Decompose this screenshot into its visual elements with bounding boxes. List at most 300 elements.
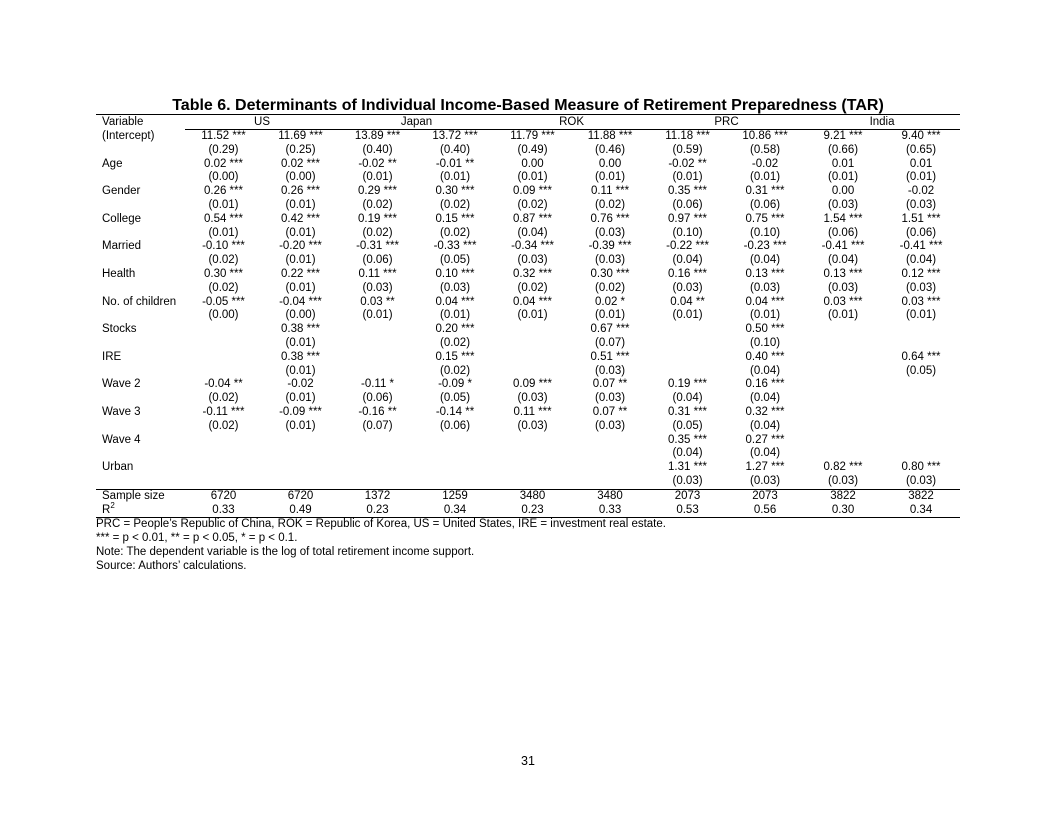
variable-label: Age [102, 157, 123, 170]
std-error-cell: (0.02) [595, 281, 626, 294]
estimate-cell: 11.18 *** [665, 130, 710, 142]
stat-value-cell: 2073 [752, 489, 778, 502]
variable-label: Health [102, 267, 136, 280]
std-error-cell [494, 475, 571, 489]
std-error-cell: (0.10) [672, 226, 703, 239]
estimate-cell [571, 461, 649, 475]
std-error-cell [339, 475, 416, 489]
estimate-cell [185, 351, 262, 365]
std-error-cell: (0.49) [517, 143, 548, 156]
std-error-cell: (0.02) [208, 392, 239, 405]
std-error-cell: (0.02) [439, 198, 471, 211]
std-error-cell: (0.04) [750, 392, 781, 405]
estimate-cell: 0.01 [831, 157, 855, 170]
std-error-cell: (0.03) [750, 474, 781, 487]
table-row-std-errors [96, 447, 960, 461]
estimate-cell: 0.03 ** [360, 295, 395, 308]
estimate-cell: 0.31 *** [668, 405, 708, 418]
table-row-std-errors [96, 144, 960, 158]
std-error-cell: (0.03) [828, 198, 859, 211]
std-error-cell: (0.10) [750, 336, 781, 349]
estimate-cell: -0.05 *** [202, 295, 245, 308]
estimate-cell: -0.39 *** [588, 240, 632, 253]
stat-value-cell: 1372 [364, 489, 391, 502]
estimate-cell: 0.07 ** [592, 405, 628, 418]
stat-value-cell: 6720 [287, 489, 314, 502]
estimate-cell: 0.00 [598, 157, 622, 170]
std-error-cell: (0.03) [906, 198, 937, 211]
std-error-cell: (0.03) [517, 254, 548, 267]
variable-label: Urban [102, 461, 134, 474]
std-error-cell: (0.03) [906, 281, 937, 294]
group-header-rok: ROK [494, 115, 649, 130]
std-error-cell: (0.06) [362, 254, 393, 267]
estimate-cell: 0.38 *** [281, 323, 321, 336]
std-error-cell [416, 447, 494, 461]
std-error-cell: (0.01) [208, 226, 239, 239]
variable-label: Married [102, 240, 141, 253]
std-error-cell: (0.01) [595, 309, 626, 322]
std-error-cell [882, 420, 960, 434]
table-row-estimates [96, 240, 960, 254]
group-header-prc: PRC [649, 115, 804, 130]
table-row-estimates [96, 185, 960, 199]
stat-label [96, 500, 185, 518]
estimate-cell: 9.40 *** [901, 130, 941, 142]
table-row-stat [96, 489, 960, 503]
estimate-cell: 0.13 *** [823, 267, 863, 280]
std-error-cell: (0.07) [595, 336, 626, 349]
estimate-cell: 0.76 *** [590, 212, 630, 225]
variable-label-empty [96, 392, 185, 406]
estimate-cell: 0.02 *** [281, 157, 321, 170]
std-error-cell: (0.04) [828, 254, 859, 267]
std-error-cell: (0.00) [208, 171, 239, 184]
std-error-cell: (0.01) [517, 309, 548, 322]
std-error-cell: (0.05) [439, 392, 471, 405]
estimate-cell [882, 434, 960, 448]
std-error-cell: (0.02) [362, 226, 393, 239]
estimate-cell [649, 351, 726, 365]
variable-label-empty [96, 447, 185, 461]
std-error-cell: (0.02) [208, 281, 239, 294]
std-error-cell: (0.01) [828, 171, 859, 184]
estimate-cell: 1.51 *** [901, 212, 941, 225]
variable-label-empty [96, 254, 185, 268]
stat-value-cell: 0.30 [831, 503, 855, 516]
std-error-cell: (0.01) [517, 171, 548, 184]
estimate-cell [339, 323, 416, 337]
estimate-cell: -0.41 *** [821, 240, 865, 253]
std-error-cell: (0.04) [750, 364, 781, 377]
table-row-std-errors [96, 171, 960, 185]
std-error-cell: (0.03) [595, 226, 626, 239]
estimate-cell [649, 323, 726, 337]
estimate-cell: 0.64 *** [901, 350, 941, 363]
estimate-cell [804, 378, 882, 392]
std-error-cell [262, 475, 339, 489]
std-error-cell: (0.01) [285, 281, 316, 294]
std-error-cell: (0.01) [285, 392, 316, 405]
table-row-std-errors [96, 420, 960, 434]
stat-value-cell: 3822 [830, 489, 856, 502]
estimate-cell: 0.15 *** [435, 212, 475, 225]
stat-value-cell: 1259 [442, 489, 468, 502]
estimate-cell: 0.00 [521, 157, 544, 170]
std-error-cell: (0.03) [906, 474, 937, 487]
variable-label: IRE [102, 350, 122, 363]
estimate-cell [416, 461, 494, 475]
std-error-cell [649, 337, 726, 351]
estimate-cell: 9.21 *** [823, 130, 863, 142]
variable-label-empty [96, 144, 185, 158]
estimate-cell: 0.32 *** [513, 267, 553, 280]
std-error-cell [416, 475, 494, 489]
variable-label: (Intercept) [102, 129, 155, 142]
estimate-cell: 0.30 *** [435, 185, 475, 198]
estimate-cell: 0.42 *** [281, 212, 321, 225]
std-error-cell: (0.01) [750, 171, 781, 184]
std-error-cell: (0.05) [672, 419, 703, 432]
estimate-cell [262, 434, 339, 448]
std-error-cell: (0.01) [285, 336, 316, 349]
std-error-cell: (0.01) [285, 419, 316, 432]
std-error-cell: (0.01) [362, 309, 393, 322]
estimate-cell: 0.51 *** [590, 350, 630, 363]
estimate-cell: 0.87 *** [513, 212, 553, 225]
std-error-cell [882, 337, 960, 351]
std-error-cell: (0.03) [362, 281, 393, 294]
estimate-cell: -0.02 ** [668, 157, 707, 170]
std-error-cell: (0.40) [362, 143, 393, 156]
table-row-std-errors [96, 365, 960, 379]
table-row-estimates [96, 268, 960, 282]
stat-value-cell: 0.23 [521, 503, 544, 516]
variable-label-empty [96, 282, 185, 296]
std-error-cell: (0.01) [285, 226, 316, 239]
std-error-cell: (0.04) [672, 392, 703, 405]
estimate-cell: 0.11 *** [590, 185, 630, 198]
std-error-cell [804, 420, 882, 434]
table-row-stat [96, 504, 960, 518]
variable-label-empty [96, 475, 185, 489]
variable-label: Gender [102, 185, 141, 198]
group-header-india: India [804, 115, 960, 130]
estimate-cell: 0.30 *** [590, 267, 630, 280]
estimate-cell: 0.15 *** [435, 350, 475, 363]
note-dependent-variable: Note: The dependent variable is the log of total retirement income support. [96, 546, 475, 558]
estimate-cell: 0.82 *** [823, 461, 863, 474]
estimate-cell: 13.89 *** [354, 130, 401, 142]
std-error-cell: (0.65) [906, 143, 937, 156]
estimate-cell [804, 406, 882, 420]
estimate-cell: 0.29 *** [358, 185, 398, 198]
estimate-cell [185, 323, 262, 337]
table-row-estimates [96, 296, 960, 310]
std-error-cell: (0.03) [517, 419, 548, 432]
std-error-cell: (0.07) [362, 419, 393, 432]
estimate-cell: -0.02 [751, 157, 779, 170]
estimate-cell: 0.97 *** [668, 212, 708, 225]
estimate-cell: -0.04 ** [204, 378, 243, 391]
stat-value-cell: 0.56 [753, 503, 777, 516]
estimate-cell: 0.04 ** [670, 295, 705, 308]
std-error-cell [882, 392, 960, 406]
std-error-cell: (0.29) [208, 143, 239, 156]
estimate-cell [185, 461, 262, 475]
estimate-cell: 0.26 *** [203, 185, 243, 198]
estimate-cell: 0.04 *** [745, 295, 785, 308]
table-row-std-errors [96, 254, 960, 268]
std-error-cell [185, 337, 262, 351]
std-error-cell: (0.01) [750, 309, 781, 322]
estimate-cell: 0.07 ** [592, 378, 628, 391]
std-error-cell: (0.02) [362, 198, 393, 211]
estimate-cell: 0.26 *** [281, 185, 321, 198]
std-error-cell: (0.03) [439, 281, 471, 294]
note-abbreviations: PRC = People’s Republic of China, ROK = Republic of Korea, US = United States, IRE = investment real estate. [96, 518, 666, 530]
stat-value-cell: 3480 [597, 489, 623, 502]
estimate-cell: -0.02 [287, 378, 314, 391]
estimate-cell: 0.00 [831, 185, 855, 198]
std-error-cell: (0.03) [828, 281, 859, 294]
estimate-cell: 0.19 *** [668, 378, 708, 391]
std-error-cell: (0.03) [828, 474, 859, 487]
estimate-cell [882, 378, 960, 392]
estimate-cell: 0.54 *** [203, 212, 243, 225]
std-error-cell: (0.04) [750, 419, 781, 432]
std-error-cell: (0.04) [750, 254, 781, 267]
std-error-cell [571, 475, 649, 489]
std-error-cell: (0.04) [517, 226, 548, 239]
group-header-japan: Japan [339, 115, 494, 130]
regression-table [96, 114, 960, 518]
variable-label: No. of children [102, 295, 177, 308]
stat-value-cell: 2073 [674, 489, 701, 502]
estimate-cell: 0.38 *** [281, 350, 321, 363]
std-error-cell [185, 365, 262, 379]
std-error-cell: (0.01) [285, 364, 316, 377]
estimate-cell: 0.02 * [594, 295, 626, 308]
std-error-cell: (0.06) [439, 419, 471, 432]
std-error-cell: (0.03) [595, 392, 626, 405]
std-error-cell: (0.02) [208, 254, 239, 267]
estimate-cell: -0.23 *** [743, 240, 787, 253]
std-error-cell [494, 447, 571, 461]
std-error-cell [804, 447, 882, 461]
estimate-cell: 0.50 *** [745, 323, 785, 336]
std-error-cell: (0.03) [595, 419, 626, 432]
std-error-cell [185, 475, 262, 489]
std-error-cell [494, 365, 571, 379]
stat-label-text: R [102, 503, 111, 516]
estimate-cell: 0.35 *** [668, 185, 708, 198]
std-error-cell: (0.03) [595, 254, 626, 267]
estimate-cell: 0.11 *** [513, 405, 552, 418]
variable-label-empty [96, 199, 185, 213]
note-significance: *** = p < 0.01, ** = p < 0.05, * = p < 0.1. [96, 532, 298, 544]
std-error-cell: (0.01) [285, 254, 316, 267]
std-error-cell: (0.01) [439, 309, 471, 322]
estimate-cell: 1.54 *** [823, 212, 863, 225]
stat-value-cell: 0.53 [676, 503, 699, 516]
std-error-cell: (0.06) [828, 226, 859, 239]
estimate-cell [882, 406, 960, 420]
std-error-cell: (0.01) [208, 198, 239, 211]
estimate-cell: 1.31 *** [668, 461, 708, 474]
table-row-std-errors [96, 475, 960, 489]
std-error-cell [339, 447, 416, 461]
std-error-cell: (0.00) [285, 171, 316, 184]
std-error-cell: (0.04) [672, 447, 703, 460]
estimate-cell: 0.04 *** [435, 295, 475, 308]
estimate-cell [494, 461, 571, 475]
stat-value-cell: 3480 [519, 489, 546, 502]
estimate-cell: 0.09 *** [513, 378, 553, 391]
std-error-cell [804, 392, 882, 406]
table-row-estimates [96, 378, 960, 392]
estimate-cell: 0.03 *** [823, 295, 863, 308]
note-source: Source: Authors’ calculations. [96, 560, 247, 572]
estimate-cell [882, 323, 960, 337]
estimate-cell [494, 351, 571, 365]
estimate-cell [804, 323, 882, 337]
estimate-cell: 0.13 *** [745, 267, 785, 280]
table-notes [96, 517, 996, 573]
std-error-cell: (0.05) [439, 254, 471, 267]
std-error-cell: (0.03) [672, 474, 703, 487]
stat-value-cell: 0.23 [366, 503, 389, 516]
estimate-cell: 0.12 *** [901, 267, 941, 280]
stat-value-cell: 0.33 [212, 503, 235, 516]
std-error-cell: (0.01) [595, 171, 626, 184]
estimate-cell: -0.33 *** [433, 240, 477, 253]
std-error-cell: (0.02) [208, 419, 239, 432]
variable-label-empty [96, 337, 185, 351]
estimate-cell: 0.75 *** [745, 212, 785, 225]
std-error-cell: (0.02) [439, 336, 471, 349]
std-error-cell: (0.58) [750, 143, 781, 156]
estimate-cell: -0.11 * [361, 378, 395, 391]
estimate-cell: 10.86 *** [742, 130, 788, 142]
estimate-cell [262, 461, 339, 475]
estimate-cell [339, 461, 416, 475]
std-error-cell: (0.00) [285, 309, 316, 322]
variable-label: Wave 4 [102, 433, 141, 446]
stat-value-cell: 3822 [908, 489, 934, 502]
std-error-cell: (0.02) [517, 198, 548, 211]
variable-label-empty [96, 309, 185, 323]
std-error-cell: (0.01) [828, 309, 859, 322]
stat-label-superscript: 2 [110, 500, 115, 510]
estimate-cell: -0.01 ** [435, 157, 475, 170]
std-error-cell [339, 365, 416, 379]
variable-column-header: Variable [102, 116, 144, 129]
std-error-cell: (0.02) [595, 198, 626, 211]
variable-label: Stocks [102, 323, 137, 336]
table-row-std-errors [96, 392, 960, 406]
table-row-std-errors [96, 309, 960, 323]
std-error-cell [804, 365, 882, 379]
variable-label-empty [96, 420, 185, 434]
estimate-cell: 11.88 *** [587, 130, 633, 142]
variable-label: Wave 3 [102, 405, 141, 418]
table-row-std-errors [96, 337, 960, 351]
estimate-cell [804, 351, 882, 365]
estimate-cell: 0.16 *** [745, 378, 785, 391]
table-row-estimates [96, 351, 960, 365]
std-error-cell: (0.04) [750, 447, 781, 460]
std-error-cell: (0.06) [750, 198, 781, 211]
estimate-cell: -0.41 *** [899, 240, 943, 253]
estimate-cell: -0.14 ** [435, 405, 475, 418]
estimate-cell: 11.69 *** [278, 130, 323, 142]
std-error-cell: (0.02) [439, 226, 471, 239]
estimate-cell: 0.02 *** [203, 157, 243, 170]
std-error-cell: (0.06) [906, 226, 937, 239]
std-error-cell: (0.01) [285, 198, 316, 211]
variable-label-empty [96, 171, 185, 185]
estimate-cell: 0.31 *** [745, 185, 785, 198]
estimate-cell: 0.01 [909, 157, 933, 170]
table-row-estimates [96, 158, 960, 172]
estimate-cell: -0.10 *** [202, 240, 245, 253]
estimate-cell: -0.09 * [438, 378, 472, 391]
estimate-cell: -0.02 [907, 185, 935, 198]
stat-value-cell: 0.34 [443, 503, 467, 516]
table-row-std-errors [96, 227, 960, 241]
std-error-cell: (0.59) [672, 143, 703, 156]
table-row-estimates [96, 323, 960, 337]
std-error-cell: (0.02) [439, 364, 471, 377]
estimate-cell: 0.35 *** [668, 433, 708, 446]
table-row-estimates [96, 406, 960, 420]
page-number: 31 [521, 754, 535, 768]
stat-value-cell: 0.34 [909, 503, 933, 516]
std-error-cell: (0.01) [672, 309, 703, 322]
estimate-cell [494, 434, 571, 448]
estimate-cell: 0.16 *** [668, 267, 708, 280]
table-row-std-errors [96, 282, 960, 296]
estimate-cell [494, 323, 571, 337]
estimate-cell: 0.10 *** [435, 267, 475, 280]
estimate-cell [571, 434, 649, 448]
estimate-cell: -0.11 *** [202, 405, 245, 418]
std-error-cell: (0.01) [362, 171, 393, 184]
std-error-cell [494, 337, 571, 351]
estimate-cell: 1.27 *** [745, 461, 785, 474]
std-error-cell: (0.06) [672, 198, 703, 211]
stat-value-cell: 6720 [210, 489, 237, 502]
group-header-us: US [185, 115, 339, 130]
estimate-cell: -0.02 ** [358, 157, 397, 170]
estimate-cell: 13.72 *** [432, 130, 478, 142]
estimate-cell: 0.32 *** [745, 405, 785, 418]
std-error-cell [185, 447, 262, 461]
std-error-cell: (0.04) [672, 254, 703, 267]
estimate-cell: -0.34 *** [511, 240, 554, 253]
estimate-cell: -0.16 ** [358, 405, 397, 418]
std-error-cell: (0.05) [906, 364, 937, 377]
std-error-cell [571, 447, 649, 461]
variable-label-empty [96, 365, 185, 379]
estimate-cell: 0.04 *** [513, 295, 553, 308]
std-error-cell: (0.02) [517, 281, 548, 294]
std-error-cell: (0.03) [517, 392, 548, 405]
estimate-cell [804, 434, 882, 448]
stat-label-text: Sample size [102, 489, 165, 502]
std-error-cell: (0.46) [595, 143, 626, 156]
